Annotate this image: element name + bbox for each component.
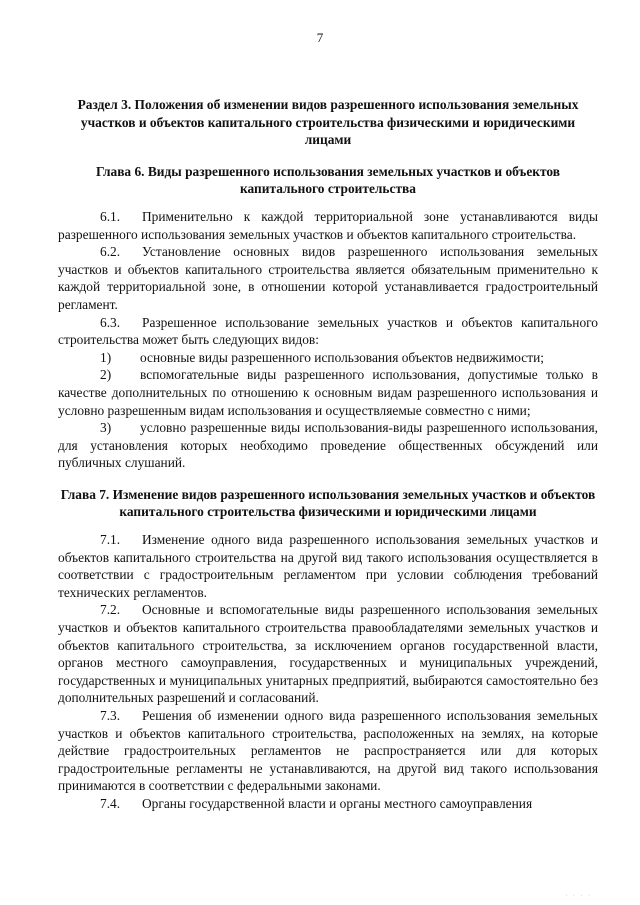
paragraph-number: 6.3. [100,314,121,330]
paragraph-number: 6.2. [100,244,121,260]
list-item-number: 2) [100,367,112,383]
paragraph-7-3 [58,707,598,795]
paragraph-7-1 [58,531,598,601]
section-title: Раздел 3. Положения об изменении видов разрешенного использования земельных участков и объектов капитального строительства физическими и юридическими лицами [77,97,579,148]
paragraph-text: Изменение одного вида разрешенного использования земельных участков и объектов капитального строительства на другой вид такого использования осуществляется в соответствии с градостроительным регламентом при условии соблюдения требований технических регламентов. [58,532,598,600]
paragraph-number: 7.1. [100,532,121,548]
list-item-3 [58,419,598,472]
paragraph-text: Органы государственной власти и органы местного самоуправления [142,795,533,811]
chapter-7-title: Глава 7. Изменение видов разрешенного использования земельных участков и объектов капитального строительства физическими и юридическими лицами [60,486,596,520]
paragraph-7-4 [58,795,598,813]
paragraph-text: Разрешенное использование земельных участков и объектов капитального строительства может быть следующих видов: [58,314,598,348]
paragraph-6-2 [58,243,598,313]
list-item-1 [58,349,598,367]
paragraph-text: Применительно к каждой территориальной зоне устанавливаются виды разрешенного использования земельных участков и объектов капитального строительства. [58,208,598,242]
list-item-text: основные виды разрешенного использования объектов недвижимости; [140,349,544,365]
list-item-number: 1) [100,349,112,365]
paragraph-number: 7.2. [100,602,121,618]
list-item-number: 3) [100,420,112,436]
paragraph-6-1 [58,208,598,243]
paragraph-text: Установление основных видов разрешенного использования земельных участков и объектов капитального строительства является обязательным применительно к каждой территориальной зоне, в отношении которой устанавливается градостроительный регламент. [58,244,598,312]
list-item-2 [58,366,598,419]
scan-artifact-mark: · · · · [565,893,592,899]
paragraph-text: Основные и вспомогательные виды разрешенного использования земельных участков и объектов капитального строительства правообладателями земельных участков и объектов капитального строительства, за исключением органов государственной власти, органов местного самоуправления, государственных и муниципальных учреждений, государственных и муниципальных унитарных предприятий, выбираются самостоятельно без дополнительных разрешений и согласований. [58,602,598,706]
paragraph-text: Решения об изменении одного вида разрешенного использования земельных участков и объектов капитального строительства, расположенных на землях, на которые действие градостроительных регламентов не распространяется или для которых градостроительные регламенты не устанавливаются, на другой вид такого использования принимаются в соответствии с федеральными законами. [58,708,598,794]
paragraph-number: 7.3. [100,708,121,723]
paragraph-number: 7.4. [100,795,121,811]
paragraph-6-3 [58,314,598,349]
list-item-text: вспомогательные виды разрешенного использования, допустимые только в качестве дополнительных по отношению к основным видам разрешенного использования и условно разрешенным видам использования и осуществляемые совместно с ними; [58,367,598,418]
list-item-text: условно разрешенные виды использования-виды разрешенного использования, для установления которых необходимо проведение общественных обсуждений или публичных слушаний. [58,420,598,471]
document-body [58,96,598,813]
paragraph-7-2 [58,601,598,707]
chapter-6-title: Глава 6. Виды разрешенного использования земельных участков и объектов капитального строительства [95,163,560,197]
page-number: 7 [316,30,324,45]
paragraph-number: 6.1. [100,208,121,224]
